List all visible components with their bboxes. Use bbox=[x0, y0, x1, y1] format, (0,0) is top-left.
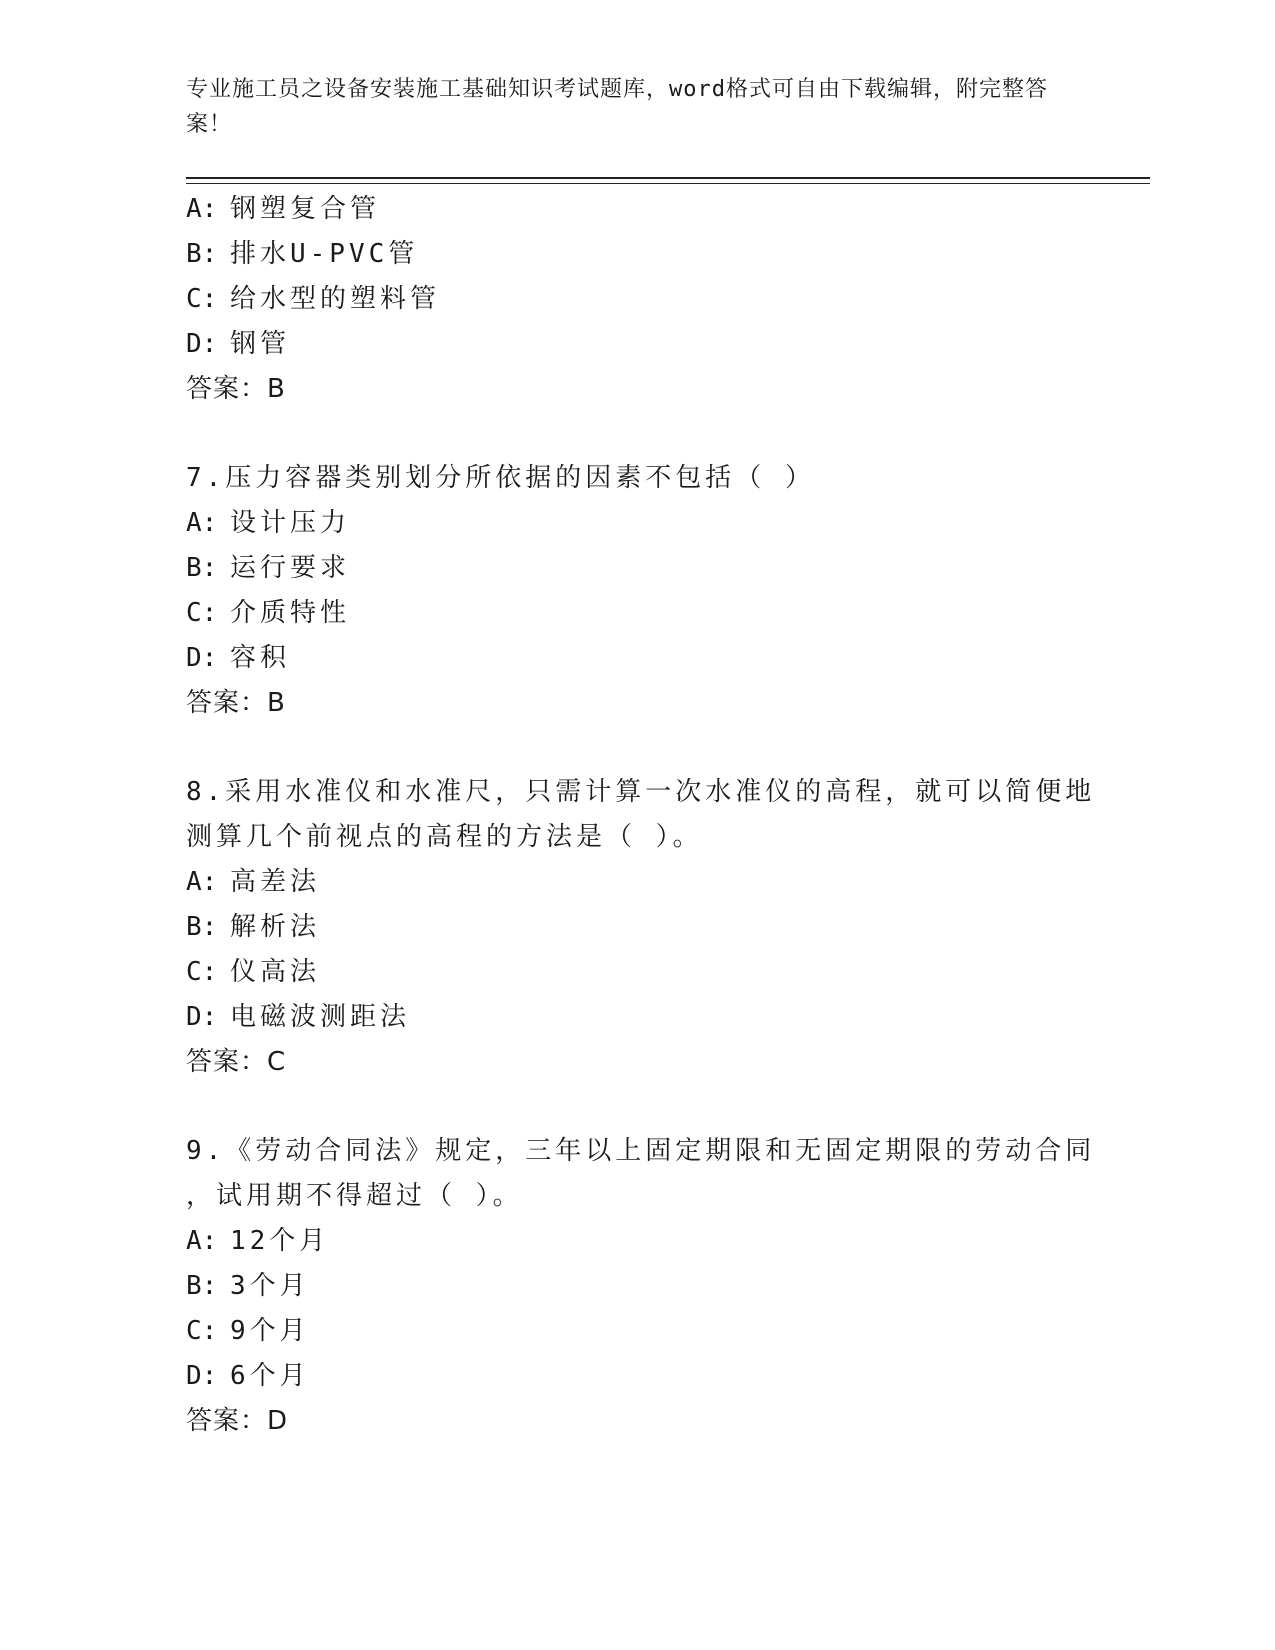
option-text: 设计压力 bbox=[230, 508, 351, 538]
option-text: 容积 bbox=[230, 643, 291, 673]
q7-option-b bbox=[186, 552, 350, 584]
option-letter: A: bbox=[186, 194, 218, 224]
option-text: 排水U-PVC管 bbox=[230, 239, 419, 269]
option-text: 介质特性 bbox=[230, 598, 351, 628]
option-text: 钢塑复合管 bbox=[230, 194, 381, 224]
option-text: 3个月 bbox=[230, 1271, 310, 1301]
option-letter: A: bbox=[186, 1226, 218, 1256]
option-text: 9个月 bbox=[230, 1316, 310, 1346]
option-text: 解析法 bbox=[230, 912, 321, 942]
option-letter: B: bbox=[186, 239, 218, 269]
option-letter: B: bbox=[186, 1271, 218, 1301]
option-letter: C: bbox=[186, 957, 218, 987]
option-letter: B: bbox=[186, 912, 218, 942]
q9-option-d bbox=[186, 1360, 310, 1392]
option-text: 运行要求 bbox=[230, 553, 351, 583]
q7-option-a bbox=[186, 507, 350, 539]
q8-stem-line2: 测算几个前视点的高程的方法是（ ）。 bbox=[186, 822, 703, 852]
q6-answer: 答案：B bbox=[186, 374, 286, 404]
document-header: 专业施工员之设备安装施工基础知识考试题库，word格式可自由下载编辑，附完整答案！ bbox=[186, 77, 1048, 137]
q8-stem-line1: 8.采用水准仪和水准尺，只需计算一次水准仪的高程，就可以简便地 bbox=[186, 777, 1096, 807]
q9-option-b bbox=[186, 1270, 310, 1302]
q6-option-a bbox=[186, 193, 380, 225]
q7-option-c bbox=[186, 597, 350, 629]
q7-answer: 答案：B bbox=[186, 688, 286, 718]
q8-option-a bbox=[186, 866, 320, 898]
q9-stem-line2: ，试用期不得超过（ ）。 bbox=[186, 1181, 523, 1211]
option-letter: A: bbox=[186, 508, 218, 538]
q7-stem: 7.压力容器类别划分所依据的因素不包括（ ） bbox=[186, 463, 815, 493]
q9-option-c bbox=[186, 1315, 310, 1347]
q7-option-d bbox=[186, 642, 290, 674]
header-divider-thick bbox=[186, 177, 1150, 179]
option-letter: A: bbox=[186, 867, 218, 897]
q8-option-c bbox=[186, 956, 320, 988]
option-text: 钢管 bbox=[230, 329, 291, 359]
q6-option-d bbox=[186, 328, 290, 360]
option-letter: B: bbox=[186, 553, 218, 583]
option-letter: D: bbox=[186, 643, 218, 673]
option-text: 电磁波测距法 bbox=[230, 1002, 411, 1032]
q8-option-b bbox=[186, 911, 320, 943]
q9-option-a bbox=[186, 1225, 329, 1257]
option-letter: D: bbox=[186, 329, 218, 359]
q9-stem-line1: 9.《劳动合同法》规定，三年以上固定期限和无固定期限的劳动合同 bbox=[186, 1136, 1096, 1166]
option-text: 12个月 bbox=[230, 1226, 330, 1256]
option-text: 6个月 bbox=[230, 1361, 310, 1391]
option-letter: C: bbox=[186, 284, 218, 314]
option-text: 高差法 bbox=[230, 867, 321, 897]
option-text: 仪高法 bbox=[230, 957, 321, 987]
q8-option-d bbox=[186, 1001, 410, 1033]
option-letter: C: bbox=[186, 1316, 218, 1346]
q9-answer: 答案：D bbox=[186, 1406, 289, 1436]
header-divider-thin bbox=[186, 183, 1150, 184]
option-letter: C: bbox=[186, 598, 218, 628]
option-letter: D: bbox=[186, 1361, 218, 1391]
option-letter: D: bbox=[186, 1002, 218, 1032]
option-text: 给水型的塑料管 bbox=[230, 284, 441, 314]
q6-option-b bbox=[186, 238, 418, 270]
q8-answer: 答案：C bbox=[186, 1047, 287, 1077]
q6-option-c bbox=[186, 283, 440, 315]
